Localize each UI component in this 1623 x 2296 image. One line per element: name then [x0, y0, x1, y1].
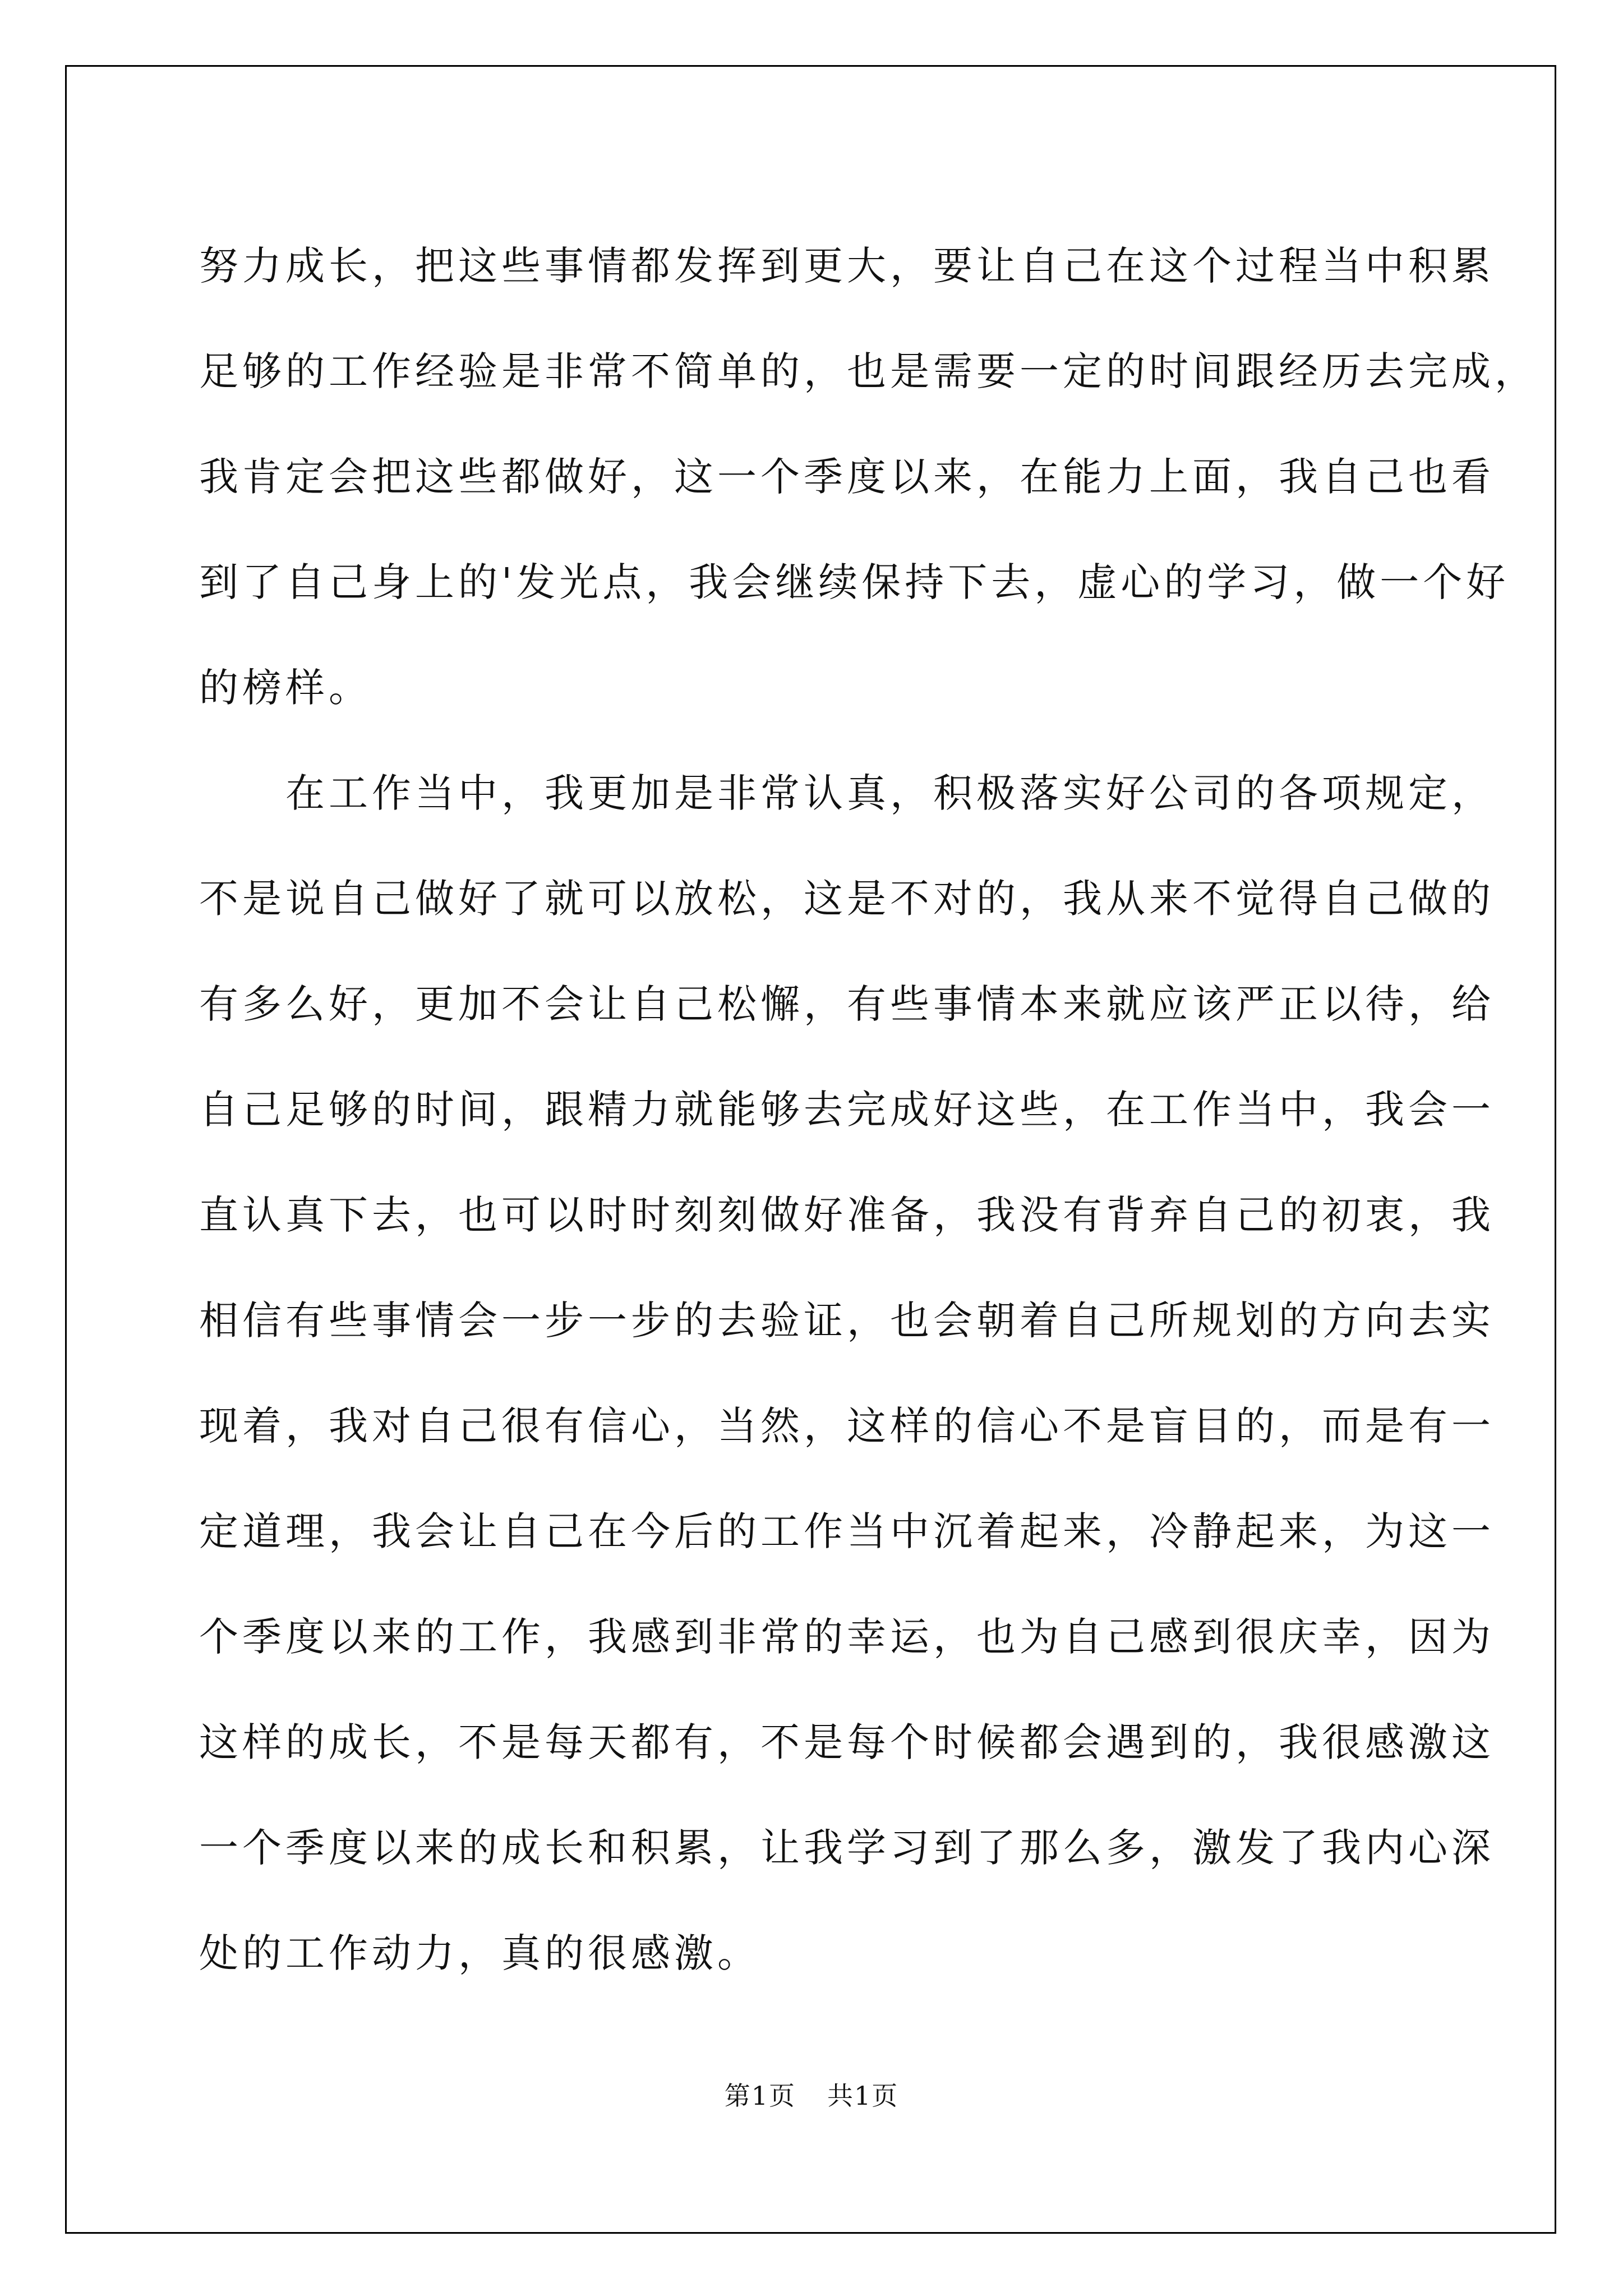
- text-line: 的榜样。: [199, 665, 372, 711]
- text-line: 足够的工作经验是非常不简单的，也是需要一定的时间跟经历去完成，: [199, 348, 1538, 394]
- text-line: 处的工作动力，真的很感激。: [199, 1930, 760, 1976]
- page-footer: [0, 2076, 1623, 2113]
- text-line: 在工作当中，我更加是非常认真，积极落实好公司的各项规定，: [285, 770, 1495, 816]
- text-line: 努力成长，把这些事情都发挥到更大，要让自己在这个过程当中积累: [199, 243, 1495, 289]
- text-line: 现着，我对自己很有信心，当然，这样的信心不是盲目的，而是有一: [199, 1403, 1495, 1449]
- text-line: 这样的成长，不是每天都有，不是每个时候都会遇到的，我很感激这: [199, 1719, 1495, 1765]
- text-line: 定道理，我会让自己在今后的工作当中沉着起来，冷静起来，为这一: [199, 1508, 1495, 1554]
- document-body: [199, 213, 1538, 2006]
- text-line: 个季度以来的工作，我感到非常的幸运，也为自己感到很庆幸，因为: [199, 1614, 1495, 1660]
- page-number: 第1页: [724, 2081, 796, 2111]
- text-line: 有多么好，更加不会让自己松懈，有些事情本来就应该严正以待，给: [199, 981, 1495, 1027]
- paragraph-1: [199, 213, 1538, 740]
- paragraph-2: [199, 740, 1495, 2006]
- text-line: 到了自己身上的'发光点，我会继续保持下去，虚心的学习，做一个好: [199, 559, 1510, 605]
- text-line: 不是说自己做好了就可以放松，这是不对的，我从来不觉得自己做的: [199, 876, 1495, 922]
- text-line: 自己足够的时间，跟精力就能够去完成好这些，在工作当中，我会一: [199, 1087, 1495, 1133]
- text-line: 相信有些事情会一步一步的去验证，也会朝着自己所规划的方向去实: [199, 1297, 1495, 1343]
- text-line: 我肯定会把这些都做好，这一个季度以来，在能力上面，我自己也看: [199, 454, 1495, 500]
- text-line: 直认真下去，也可以时时刻刻做好准备，我没有背弃自己的初衷，我: [199, 1192, 1495, 1238]
- page-total: 共1页: [827, 2081, 899, 2111]
- text-line: 一个季度以来的成长和积累，让我学习到了那么多，激发了我内心深: [199, 1825, 1495, 1871]
